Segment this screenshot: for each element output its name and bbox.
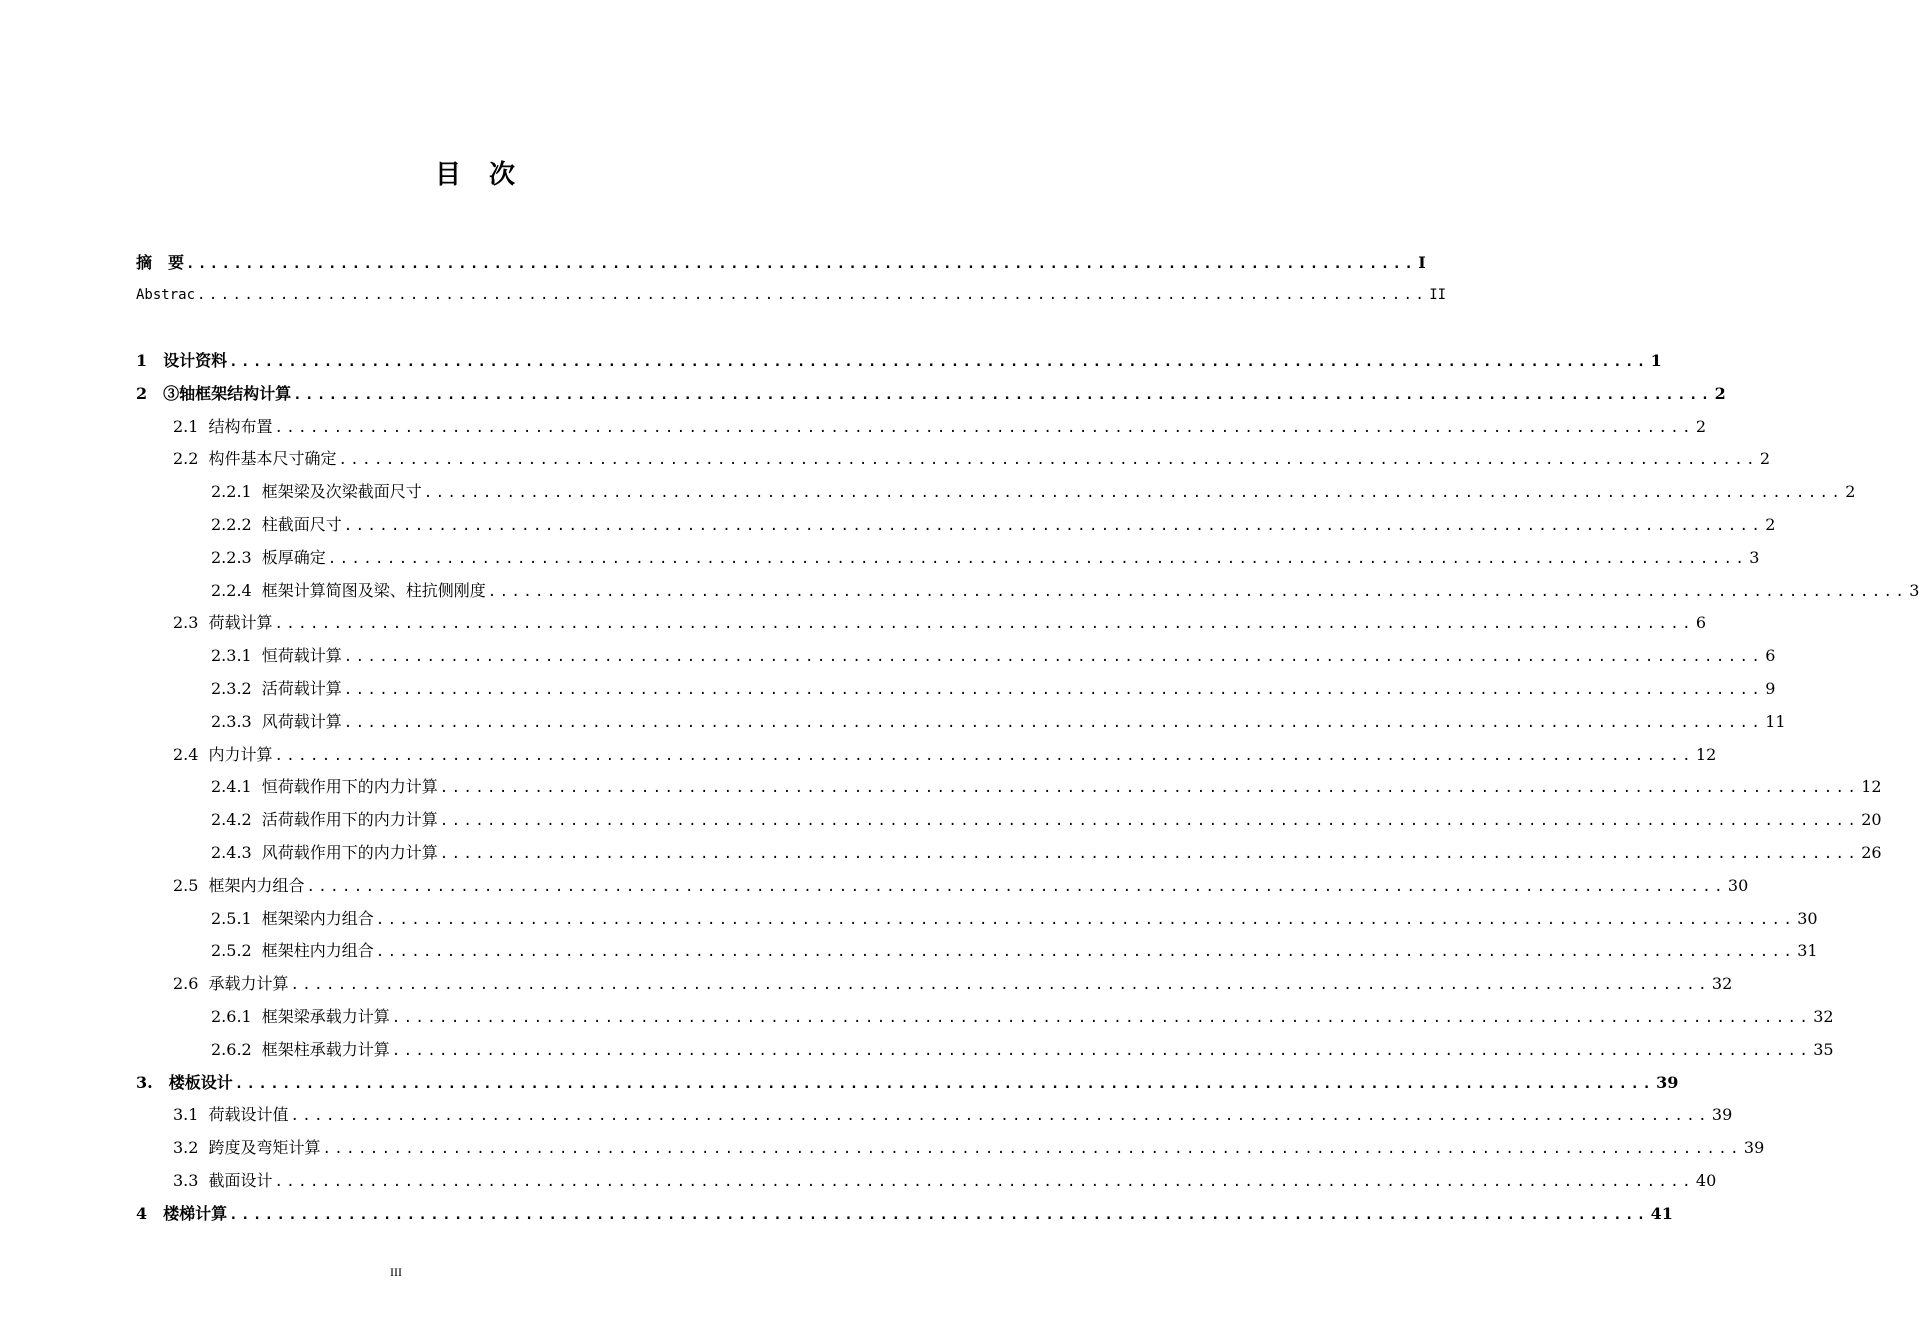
toc-entry-page: 39 bbox=[1743, 1138, 1765, 1158]
toc-leader-dots: ........................................................................................................................ bbox=[327, 550, 1748, 567]
toc-entry-number: 2.6.2 bbox=[211, 1039, 252, 1059]
toc-leader-dots: ........................................................................................................ bbox=[197, 287, 1428, 303]
toc-entry-abstract-en[interactable] bbox=[136, 279, 1447, 312]
toc-entry-page: 32 bbox=[1711, 974, 1733, 994]
toc-entry-number: 3.3 bbox=[173, 1171, 199, 1190]
toc-entry-text: 截面设计 bbox=[208, 1171, 273, 1190]
toc-entry-label: Abstrac bbox=[136, 287, 196, 303]
toc-leader-dots: ........................................................................................................................ bbox=[293, 386, 1713, 403]
toc-entry-label: 摘 要 bbox=[136, 253, 185, 272]
toc-entry-label bbox=[173, 1098, 288, 1131]
toc-entry-text: 板厚确定 bbox=[261, 547, 326, 567]
toc-entry-number: 2.3 bbox=[173, 613, 199, 633]
toc-entry[interactable] bbox=[211, 1000, 1834, 1033]
toc-entry-text: 框架内力组合 bbox=[208, 875, 305, 895]
toc-entry-label bbox=[211, 574, 486, 607]
toc-entry-label bbox=[211, 934, 374, 967]
toc-entry-text: ③轴框架结构计算 bbox=[163, 383, 292, 403]
toc-entry-number: 1 bbox=[136, 351, 148, 370]
toc-entry-page: 2 bbox=[1759, 449, 1771, 469]
toc-entry-abstract-cn[interactable] bbox=[136, 246, 1426, 279]
toc-entry-label bbox=[211, 639, 342, 672]
toc-entry-label bbox=[211, 836, 438, 869]
toc-entry[interactable] bbox=[211, 803, 1882, 836]
toc-entry-page: 6 bbox=[1765, 646, 1776, 666]
toc-entry-text: 活荷载作用下的内力计算 bbox=[261, 810, 438, 830]
toc-entry-page: 3 bbox=[1909, 580, 1919, 600]
toc-entry[interactable] bbox=[136, 1197, 1673, 1230]
toc-entry[interactable] bbox=[173, 1164, 1717, 1197]
toc-entry-label bbox=[211, 902, 374, 935]
toc-leader-dots: ........................................................................................................................ bbox=[391, 1010, 1812, 1026]
toc-leader-dots: ........................................................................................................................ bbox=[439, 780, 1860, 797]
toc-entry-text: 荷载设计值 bbox=[208, 1105, 289, 1125]
toc-entry[interactable] bbox=[173, 1131, 1765, 1164]
toc-entry-page: 39 bbox=[1711, 1105, 1733, 1125]
toc-entry-number: 2.3.3 bbox=[211, 711, 252, 731]
toc-entry-number: 2.5 bbox=[173, 875, 199, 895]
toc-entry-page: 35 bbox=[1813, 1039, 1834, 1059]
toc-leader-dots: ........................................................................................................................ bbox=[338, 452, 1758, 469]
toc-entry-number: 2.4.3 bbox=[211, 843, 252, 862]
toc-entry-text: 恒荷载作用下的内力计算 bbox=[261, 777, 438, 797]
toc-entry-text: 框架计算简图及梁、柱抗侧刚度 bbox=[261, 580, 486, 600]
toc-leader-dots: ........................................................................................................................ bbox=[274, 616, 1694, 633]
toc-leader-dots: ........................................................................................................................ bbox=[343, 682, 1764, 698]
toc-entry[interactable] bbox=[173, 869, 1749, 902]
toc-entry-page: 11 bbox=[1765, 711, 1786, 731]
toc-entry-label bbox=[211, 705, 342, 738]
toc-entry[interactable] bbox=[211, 934, 1818, 967]
toc-leader-dots: ........................................................................................................................ bbox=[290, 1108, 1710, 1125]
toc-entry-text: 楼梯计算 bbox=[163, 1203, 228, 1223]
toc-entry-number: 2.3.1 bbox=[211, 646, 252, 666]
toc-entry-text: 恒荷载计算 bbox=[261, 646, 342, 666]
toc-entry-text: 内力计算 bbox=[208, 744, 273, 764]
toc-entry[interactable] bbox=[211, 836, 1882, 869]
toc-entry-page: 2 bbox=[1845, 482, 1856, 502]
toc-entry-label bbox=[173, 606, 272, 639]
toc-entry-text: 跨度及弯矩计算 bbox=[208, 1138, 321, 1158]
toc-leader-dots: ........................................................................................................................ bbox=[306, 878, 1726, 895]
toc-entry-label bbox=[136, 1066, 233, 1099]
toc-entry[interactable] bbox=[211, 508, 1776, 541]
toc-entry-page: 1 bbox=[1650, 351, 1662, 370]
toc-entry[interactable] bbox=[211, 475, 1856, 508]
toc-entry[interactable] bbox=[173, 442, 1771, 475]
toc-entry[interactable] bbox=[173, 738, 1717, 771]
toc-entry-label bbox=[211, 1000, 390, 1033]
toc-entry-text: 结构布置 bbox=[208, 416, 273, 436]
toc-entry-number: 2.5.1 bbox=[211, 908, 252, 928]
toc-leader-dots: ........................................................................................................................ bbox=[439, 846, 1860, 862]
toc-entry-page: 26 bbox=[1861, 843, 1882, 862]
toc-leader-dots: ........................................................................................................................ bbox=[274, 1174, 1694, 1190]
toc-leader-dots: ........................................................................................................................ bbox=[343, 518, 1764, 534]
toc-entry[interactable] bbox=[211, 639, 1776, 672]
toc-leader-dots: ........................................................................................................................ bbox=[229, 1206, 1649, 1223]
toc-leader-dots: ........................................................................................................................ bbox=[423, 485, 1844, 502]
toc-entry-label bbox=[211, 508, 342, 541]
toc-entry-label bbox=[211, 770, 438, 803]
toc-leader-dots: ........................................................................................................................ bbox=[439, 813, 1860, 830]
toc-entry-text: 框架柱内力组合 bbox=[261, 941, 374, 961]
page-title: 目次 bbox=[434, 160, 543, 190]
toc-entry-label bbox=[136, 1197, 227, 1230]
toc-entry-page: 30 bbox=[1727, 875, 1749, 895]
toc-entry[interactable] bbox=[136, 1066, 1679, 1099]
toc-entry-label bbox=[211, 1033, 390, 1066]
toc-entry[interactable] bbox=[211, 902, 1818, 935]
toc-entry-text: 框架柱承载力计算 bbox=[261, 1039, 390, 1059]
toc-entry-number: 2.2 bbox=[173, 449, 199, 469]
toc-entry-text: 框架梁内力组合 bbox=[261, 908, 374, 928]
toc-entry-label bbox=[173, 442, 336, 475]
toc-entry-label bbox=[211, 803, 438, 836]
toc-entry-text: 荷载计算 bbox=[208, 613, 273, 633]
toc-entry[interactable] bbox=[211, 574, 1919, 607]
toc-entry[interactable] bbox=[211, 1033, 1834, 1066]
toc-entry[interactable] bbox=[136, 344, 1662, 377]
toc-leader-dots: ........................................................................................................ bbox=[186, 256, 1417, 272]
toc-entry-number: 2.3.2 bbox=[211, 679, 252, 698]
toc-entry-text: 柱截面尺寸 bbox=[261, 515, 342, 534]
toc-entry-number: 2.2.2 bbox=[211, 515, 252, 534]
toc-leader-dots: ........................................................................................................................ bbox=[274, 419, 1694, 436]
toc-leader-dots: ........................................................................................................................ bbox=[487, 583, 1908, 600]
toc-entry-text: 活荷载计算 bbox=[261, 679, 342, 698]
toc-entry-page: 30 bbox=[1797, 908, 1818, 928]
toc-leader-dots: ........................................................................................................................ bbox=[234, 1075, 1655, 1092]
toc-leader-dots: ........................................................................................................................ bbox=[343, 714, 1764, 731]
toc-entry-number: 2.2.1 bbox=[211, 482, 252, 502]
toc-entry-page: 2 bbox=[1714, 383, 1726, 403]
toc-entry[interactable] bbox=[211, 770, 1882, 803]
toc-entry-label bbox=[173, 410, 272, 443]
toc-entry-page: 9 bbox=[1765, 679, 1776, 698]
toc-entry-page: 12 bbox=[1861, 777, 1882, 797]
toc-entry-page: 2 bbox=[1695, 416, 1707, 436]
toc-entry[interactable] bbox=[173, 410, 1707, 443]
toc-entry-page: 20 bbox=[1861, 810, 1882, 830]
toc-entry-number: 2.6.1 bbox=[211, 1007, 252, 1026]
toc-entry-page: 3 bbox=[1749, 547, 1760, 567]
toc-entry-page: 39 bbox=[1656, 1072, 1679, 1092]
toc-entry-text: 风荷载计算 bbox=[261, 711, 342, 731]
toc-entry[interactable] bbox=[211, 672, 1776, 705]
toc-entry-label bbox=[136, 377, 291, 410]
toc-entry-page: 6 bbox=[1695, 613, 1707, 633]
toc-entry[interactable] bbox=[136, 377, 1726, 410]
toc-entry-label bbox=[211, 672, 342, 705]
toc-entry-number: 2.1 bbox=[173, 416, 199, 436]
toc-entry-number: 2.2.3 bbox=[211, 547, 252, 567]
toc-entry-page: II bbox=[1429, 287, 1447, 303]
toc-entry-number: 2.4.1 bbox=[211, 777, 252, 797]
toc-entry-number: 2.6 bbox=[173, 974, 199, 994]
toc-leader-dots: ........................................................................................................................ bbox=[229, 354, 1649, 370]
toc-leader-dots: ........................................................................................................................ bbox=[375, 944, 1796, 961]
toc-entry-number: 3. bbox=[136, 1072, 153, 1092]
toc-entry-text: 框架梁及次梁截面尺寸 bbox=[261, 482, 422, 502]
toc-entry-text: 构件基本尺寸确定 bbox=[208, 449, 337, 469]
toc-entry-page: 32 bbox=[1813, 1007, 1834, 1026]
toc-entry-text: 风荷载作用下的内力计算 bbox=[261, 843, 438, 862]
toc-entry-number: 2 bbox=[136, 383, 148, 403]
toc-leader-dots: ........................................................................................................................ bbox=[290, 977, 1710, 994]
toc-entry-label bbox=[173, 738, 272, 771]
toc-entry-number: 3.2 bbox=[173, 1138, 199, 1158]
toc-entry-text: 承载力计算 bbox=[208, 974, 289, 994]
toc-entry-label bbox=[173, 1164, 272, 1197]
toc-entry-text: 楼板设计 bbox=[168, 1072, 233, 1092]
toc-entry-text: 设计资料 bbox=[163, 351, 228, 370]
toc-entry[interactable] bbox=[173, 606, 1707, 639]
toc-entry-label bbox=[173, 869, 304, 902]
toc-entry[interactable] bbox=[211, 541, 1760, 574]
toc-entry-label bbox=[211, 541, 326, 574]
toc-entry-page: 12 bbox=[1695, 744, 1717, 764]
toc-entry-page: 2 bbox=[1765, 515, 1776, 534]
toc-entry[interactable] bbox=[173, 1098, 1733, 1131]
toc-entry[interactable] bbox=[211, 705, 1786, 738]
toc-entry-label bbox=[211, 475, 422, 508]
toc-entry[interactable] bbox=[173, 967, 1733, 1000]
toc-entry-label bbox=[173, 1131, 320, 1164]
toc-entry-number: 2.2.4 bbox=[211, 580, 252, 600]
toc-leader-dots: ........................................................................................................................ bbox=[274, 747, 1694, 764]
toc-entry-label bbox=[173, 967, 288, 1000]
toc-entry-page: 41 bbox=[1650, 1203, 1673, 1223]
toc-entry-number: 2.4 bbox=[173, 744, 199, 764]
toc-entry-page: I bbox=[1418, 253, 1426, 272]
toc-entry-number: 2.5.2 bbox=[211, 941, 252, 961]
toc-leader-dots: ........................................................................................................................ bbox=[322, 1141, 1742, 1158]
toc-entry-number: 4 bbox=[136, 1203, 148, 1223]
page-number: III bbox=[390, 1265, 402, 1279]
toc-entry-page: 40 bbox=[1695, 1171, 1717, 1190]
toc-entry-text: 框架梁承载力计算 bbox=[261, 1007, 390, 1026]
toc-leader-dots: ........................................................................................................................ bbox=[375, 911, 1796, 928]
toc-entry-label bbox=[136, 344, 227, 377]
toc-leader-dots: ........................................................................................................................ bbox=[391, 1042, 1812, 1059]
toc-entry-page: 31 bbox=[1797, 941, 1818, 961]
toc-entry-number: 2.4.2 bbox=[211, 810, 252, 830]
toc-entry-number: 3.1 bbox=[173, 1105, 199, 1125]
toc-leader-dots: ........................................................................................................................ bbox=[343, 649, 1764, 666]
